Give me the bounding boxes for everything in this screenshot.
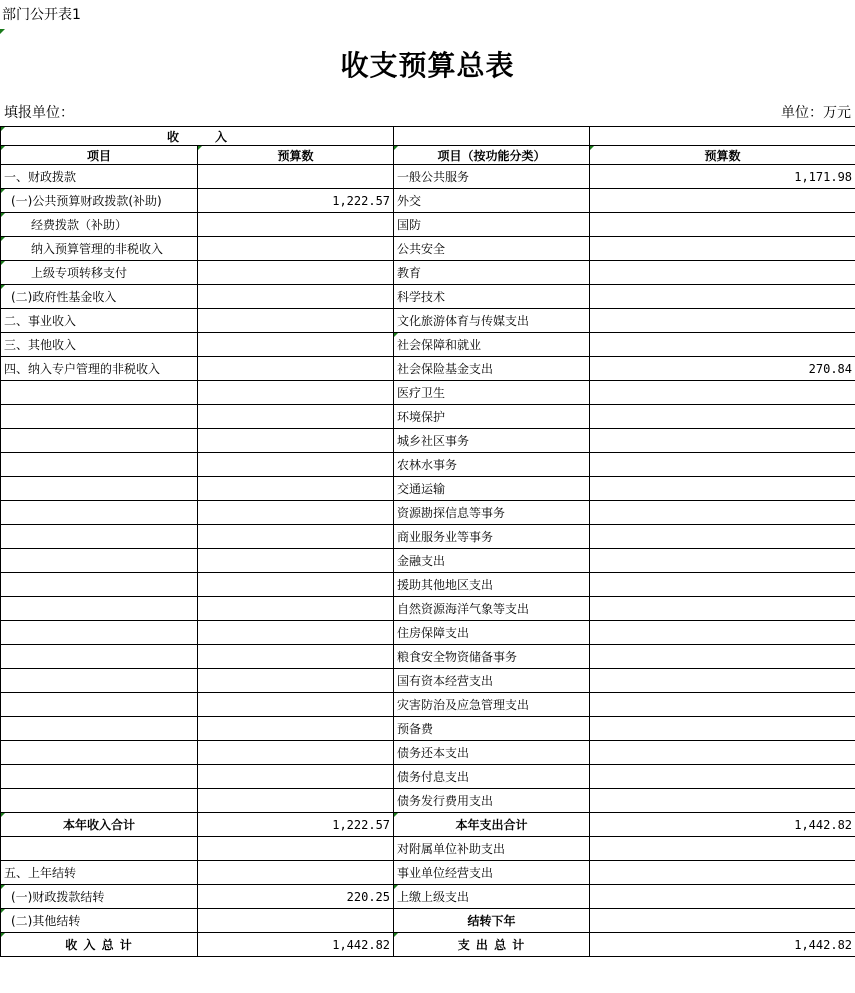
row-income-item: 四、纳入专户管理的非税收入 [1,357,198,381]
row-expense-item: 国防 [394,213,590,237]
row-expense-item: 教育 [394,261,590,285]
row-income-item: 收 入 总 计 [1,933,198,957]
row-income-item [1,717,198,741]
table-row [1,213,855,237]
row-expense-item: 金融支出 [394,549,590,573]
row-income-budget [198,573,394,597]
row-income-budget [198,453,394,477]
row-expense-item: 社会保障和就业 [394,333,590,357]
row-income-item [1,645,198,669]
row-income-budget [198,789,394,813]
table-row [1,405,855,429]
row-income-budget: 1,442.82 [198,933,394,957]
row-expense-budget [590,213,855,237]
row-expense-budget [590,621,855,645]
row-income-item [1,453,198,477]
table-row [1,525,855,549]
row-income-budget [198,861,394,885]
row-income-budget [198,597,394,621]
row-expense-item: 预备费 [394,717,590,741]
row-expense-item: 农林水事务 [394,453,590,477]
row-income-item: 经费拨款（补助） [1,213,198,237]
row-income-item [1,501,198,525]
row-expense-item: 城乡社区事务 [394,429,590,453]
col-header-func-item: 项目（按功能分类） [394,146,590,165]
row-income-budget [198,645,394,669]
row-income-budget [198,549,394,573]
table-row [1,189,855,213]
row-expense-budget [590,189,855,213]
row-income-budget [198,669,394,693]
fill-unit-label: 填报单位： [4,105,74,121]
table-row [1,621,855,645]
row-income-item [1,693,198,717]
row-income-item [1,789,198,813]
row-income-budget [198,693,394,717]
row-expense-item: 支 出 总 计 [394,933,590,957]
row-expense-item: 科学技术 [394,285,590,309]
row-expense-item: 环境保护 [394,405,590,429]
row-income-item: 上级专项转移支付 [1,261,198,285]
row-income-item: (二)政府性基金收入 [1,285,198,309]
row-expense-item: 债务付息支出 [394,765,590,789]
row-income-budget [198,285,394,309]
row-expense-budget [590,525,855,549]
row-expense-budget [590,765,855,789]
row-expense-budget [590,885,855,909]
row-expense-item: 粮食安全物资储备事务 [394,645,590,669]
row-expense-item: 住房保障支出 [394,621,590,645]
row-income-item [1,405,198,429]
table-row [1,261,855,285]
table-row [1,693,855,717]
row-expense-budget [590,453,855,477]
row-expense-item: 社会保险基金支出 [394,357,590,381]
page-title: 收支预算总表 [340,49,515,82]
row-income-item: 二、事业收入 [1,309,198,333]
row-expense-budget: 1,442.82 [590,933,855,957]
row-income-item [1,549,198,573]
row-expense-budget [590,861,855,885]
row-expense-item: 援助其他地区支出 [394,573,590,597]
row-expense-budget [590,549,855,573]
row-expense-budget [590,645,855,669]
row-income-item: 本年收入合计 [1,813,198,837]
row-income-budget [198,165,394,189]
table-row [1,357,855,381]
budget-table [0,126,855,957]
table-row [1,669,855,693]
row-income-item: 五、上年结转 [1,861,198,885]
row-income-budget [198,501,394,525]
row-income-item: (二)其他结转 [1,909,198,933]
row-income-budget [198,333,394,357]
table-row [1,549,855,573]
row-expense-item: 交通运输 [394,477,590,501]
row-expense-budget: 1,442.82 [590,813,855,837]
row-expense-item: 国有资本经营支出 [394,669,590,693]
row-income-budget [198,717,394,741]
row-income-item [1,597,198,621]
row-expense-item: 自然资源海洋气象等支出 [394,597,590,621]
table-row [1,285,855,309]
col-header-budget: 预算数 [198,146,394,165]
table-row [1,165,855,189]
col-header-item: 项目 [1,146,198,165]
row-expense-item: 灾害防治及应急管理支出 [394,693,590,717]
row-income-budget [198,261,394,285]
row-income-budget [198,429,394,453]
row-expense-budget [590,333,855,357]
row-expense-item: 对附属单位补助支出 [394,837,590,861]
row-expense-item: 一般公共服务 [394,165,590,189]
row-income-budget [198,405,394,429]
row-expense-budget [590,717,855,741]
row-income-item [1,741,198,765]
row-expense-budget [590,261,855,285]
row-expense-budget [590,429,855,453]
row-expense-budget [590,285,855,309]
row-expense-item: 上缴上级支出 [394,885,590,909]
row-expense-item: 医疗卫生 [394,381,590,405]
row-income-item: 纳入预算管理的非税收入 [1,237,198,261]
row-income-item [1,525,198,549]
row-expense-item: 公共安全 [394,237,590,261]
row-income-budget [198,381,394,405]
table-row [1,741,855,765]
table-row [1,501,855,525]
row-income-budget [198,909,394,933]
row-income-budget [198,765,394,789]
row-expense-budget [590,381,855,405]
row-expense-budget [590,597,855,621]
table-row [1,573,855,597]
row-income-budget [198,621,394,645]
row-income-item [1,429,198,453]
table-column-header-row [1,146,855,165]
row-income-budget: 1,222.57 [198,813,394,837]
row-expense-item: 本年支出合计 [394,813,590,837]
row-expense-budget [590,741,855,765]
row-income-budget [198,309,394,333]
row-expense-item: 文化旅游体育与传媒支出 [394,309,590,333]
cell-marker [0,29,5,34]
table-row [1,789,855,813]
table-row [1,477,855,501]
row-income-budget [198,213,394,237]
row-income-item: (一)公共预算财政拨款(补助) [1,189,198,213]
table-row [1,453,855,477]
row-expense-budget [590,477,855,501]
row-expense-budget [590,669,855,693]
row-expense-budget [590,573,855,597]
row-income-item: 一、财政拨款 [1,165,198,189]
table-row [1,765,855,789]
income-group-header: 收 入 [1,127,394,146]
row-expense-budget: 270.84 [590,357,855,381]
row-income-budget [198,357,394,381]
row-income-budget [198,837,394,861]
table-header-row [1,127,855,146]
row-income-item [1,381,198,405]
header-blank-cell [590,127,855,146]
table-row [1,645,855,669]
table-row [1,429,855,453]
row-income-budget: 220.25 [198,885,394,909]
row-income-item [1,621,198,645]
row-expense-item: 资源勘探信息等事务 [394,501,590,525]
row-income-item [1,669,198,693]
row-expense-budget [590,693,855,717]
table-row [1,933,855,957]
row-income-item: 三、其他收入 [1,333,198,357]
row-expense-budget: 1,171.98 [590,165,855,189]
table-row [1,813,855,837]
header-blank-cell [394,127,590,146]
table-row [1,909,855,933]
table-row [1,381,855,405]
row-expense-item: 事业单位经营支出 [394,861,590,885]
row-expense-budget [590,309,855,333]
table-row [1,885,855,909]
row-income-budget [198,525,394,549]
row-expense-budget [590,237,855,261]
table-row [1,861,855,885]
table-row [1,837,855,861]
row-expense-item: 外交 [394,189,590,213]
row-expense-budget [590,501,855,525]
currency-unit-label: 单位：万元 [781,105,851,121]
row-income-budget [198,741,394,765]
row-income-item [1,477,198,501]
col-header-budget-expense: 预算数 [590,146,855,165]
row-expense-budget [590,405,855,429]
row-expense-item: 债务发行费用支出 [394,789,590,813]
row-expense-budget [590,789,855,813]
row-expense-item: 结转下年 [394,909,590,933]
table-row [1,597,855,621]
table-row [1,333,855,357]
row-income-budget [198,237,394,261]
row-income-item [1,573,198,597]
row-income-item [1,765,198,789]
row-expense-budget [590,909,855,933]
row-expense-item: 债务还本支出 [394,741,590,765]
sheet-caption: 部门公开表1 [2,7,81,23]
row-income-item: (一)财政拨款结转 [1,885,198,909]
table-row [1,309,855,333]
row-income-budget [198,477,394,501]
row-expense-budget [590,837,855,861]
table-row [1,717,855,741]
table-row [1,237,855,261]
row-expense-item: 商业服务业等事务 [394,525,590,549]
row-income-item [1,837,198,861]
row-income-budget: 1,222.57 [198,189,394,213]
